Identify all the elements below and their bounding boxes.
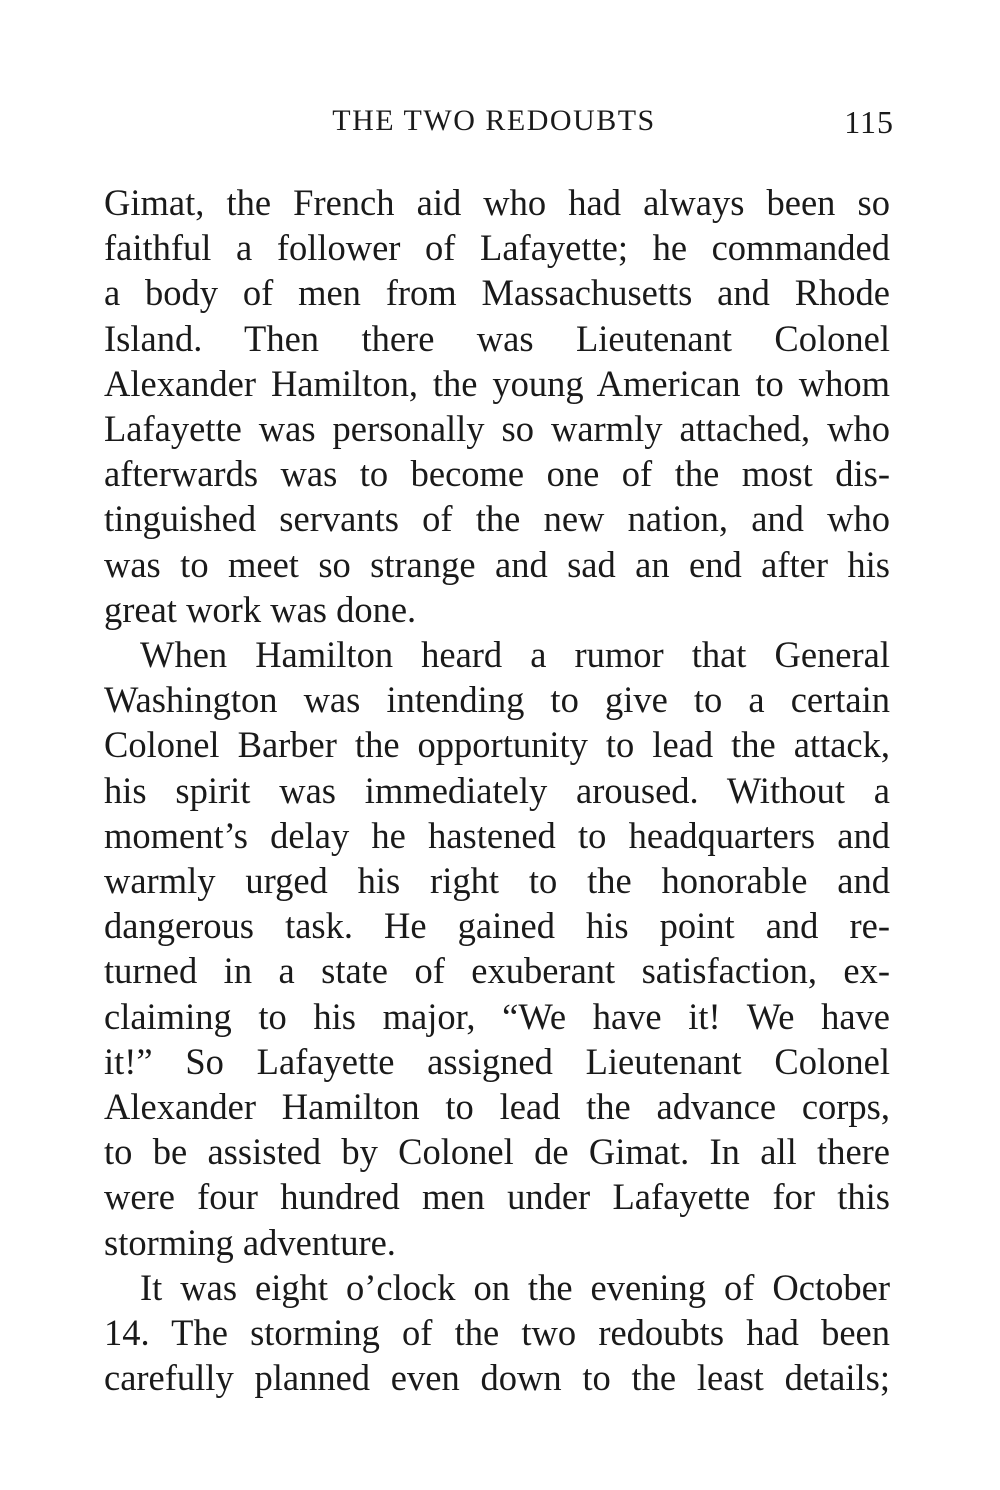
running-head [104,104,894,144]
text-line: Island. Then there was Lieutenant Colonel [104,317,890,359]
text-line: Alexander Hamilton, the young American to whom [104,362,890,404]
text-line: Washington was intending to give to a certain [104,679,890,721]
text-line: great work was done. [104,588,417,630]
text-line: to be assisted by Colonel de Gimat. In all there [104,1131,890,1173]
text-line: it!” So Lafayette assigned Lieutenant Colonel [104,1040,890,1082]
page-number: 115 [844,104,894,140]
paragraph-2 [104,632,890,1265]
text-line: It was eight o’clock on the evening of October [140,1266,890,1308]
text-line: were four hundred men under Lafayette for this [104,1176,890,1218]
text-line: When Hamilton heard a rumor that General [140,634,890,676]
text-line: carefully planned even down to the least details; [104,1357,890,1399]
text-line: Colonel Barber the opportunity to lead the attack, [104,724,890,766]
text-line: afterwards was to become one of the most dis- [104,453,890,495]
text-line: turned in a state of exuberant satisfaction, ex- [104,950,890,992]
text-line: was to meet so strange and sad an end after his [104,543,890,585]
text-line: storming adventure. [104,1221,396,1263]
text-line: faithful a follower of Lafayette; he commanded [104,227,890,269]
text-line: Lafayette was personally so warmly attached, who [104,408,890,450]
paragraph-1 [104,180,890,632]
paragraph-3 [104,1265,890,1401]
text-line: dangerous task. He gained his point and re- [104,905,890,947]
text-line: claiming to his major, “We have it! We have [104,995,890,1037]
text-line: Alexander Hamilton to lead the advance corps, [104,1086,890,1128]
text-line: tinguished servants of the new nation, and who [104,498,890,540]
text-line: warmly urged his right to the honorable and [104,860,890,902]
text-line: Gimat, the French aid who had always been so [104,182,890,223]
text-line: 14. The storming of the two redoubts had been [104,1312,890,1354]
text-line: his spirit was immediately aroused. Without a [104,769,890,811]
text-line: a body of men from Massachusetts and Rhode [104,272,890,314]
body-text [104,180,890,1400]
running-title: THE TWO REDOUBTS [332,104,656,137]
text-line: moment’s delay he hastened to headquarters and [104,814,890,856]
